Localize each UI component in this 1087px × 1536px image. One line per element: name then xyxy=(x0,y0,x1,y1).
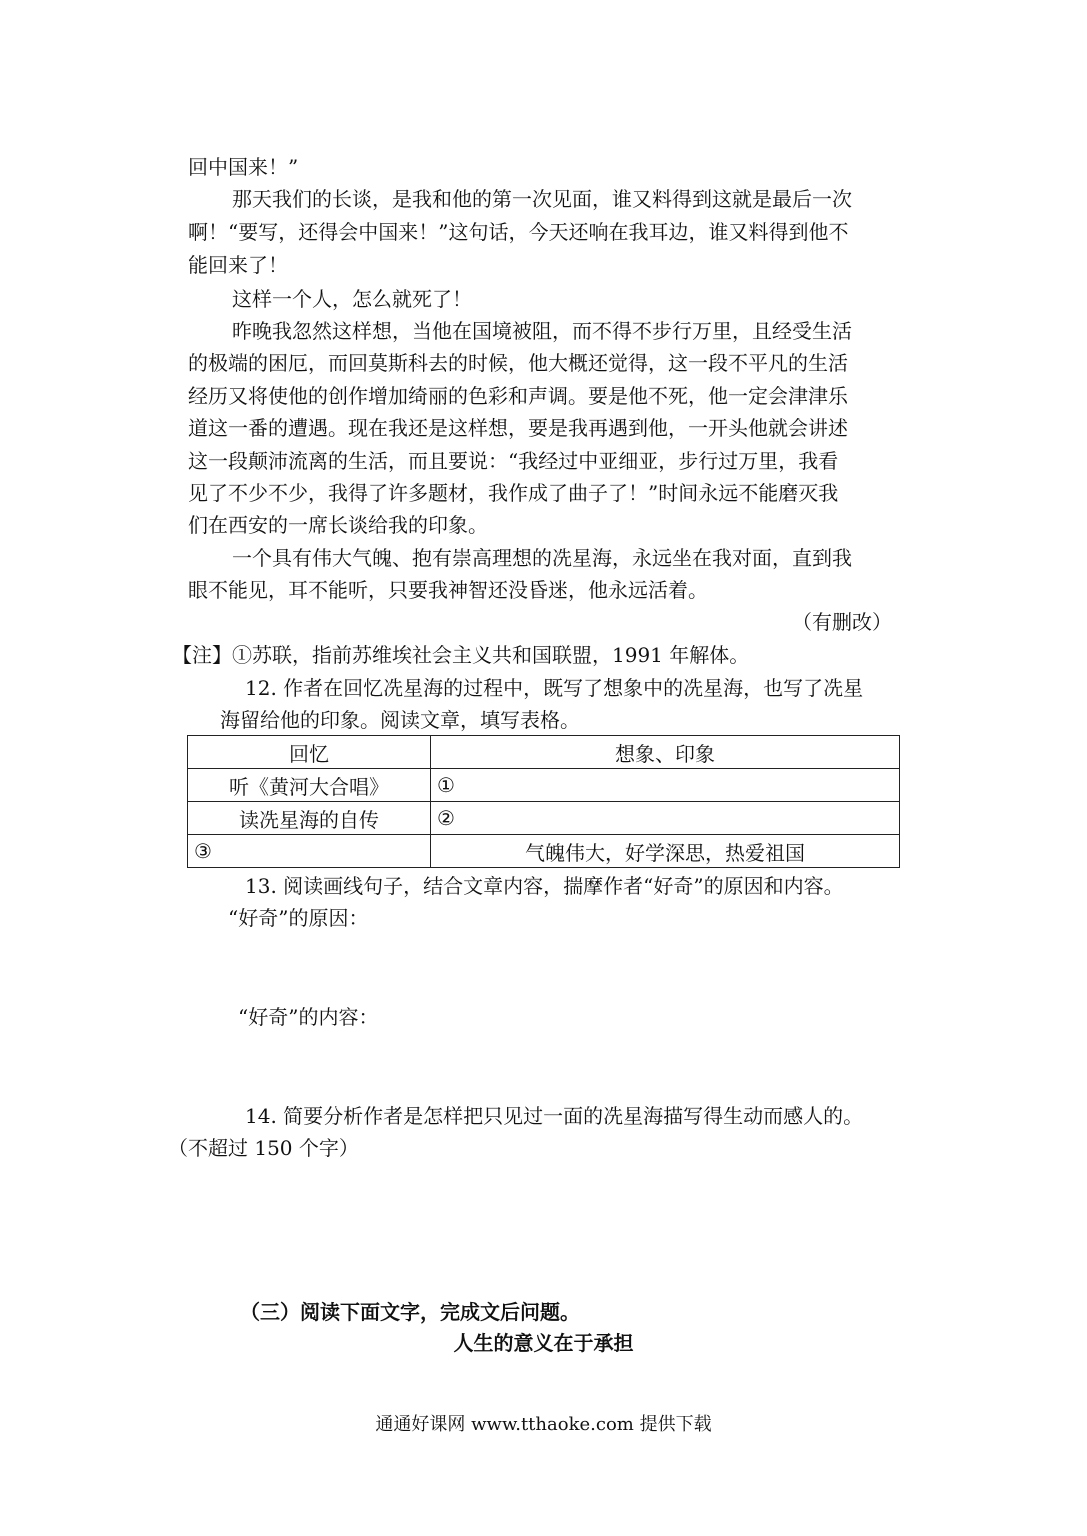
table-cell: 听《黄河大合唱》 xyxy=(188,769,431,802)
answer-blank-cell[interactable]: ① xyxy=(431,769,900,802)
passage-line-8: 经历又将使他的创作增加绮丽的色彩和声调。要是他不死，他一定会津津乐 xyxy=(188,384,848,408)
table-cell: 读冼星海的自传 xyxy=(188,802,431,835)
passage-line-3: 啊！“要写，还得会中国来！”这句话，今天还响在我耳边，谁又料得到他不 xyxy=(188,220,849,244)
table-header-row xyxy=(188,736,900,769)
page-footer: 通通好课网 www.tthaoke.com 提供下载 xyxy=(375,1414,712,1435)
passage-line-10: 这一段颠沛流离的生活，而且要说：“我经过中亚细亚，步行过万里，我看 xyxy=(188,449,839,473)
q14-line-1: 14. 简要分析作者是怎样把只见过一面的冼星海描写得生动而感人的。 xyxy=(245,1104,864,1128)
passage-line-1: 回中国来！” xyxy=(188,155,299,179)
passage-line-4: 能回来了！ xyxy=(188,253,288,277)
article-title: 人生的意义在于承担 xyxy=(453,1331,634,1355)
q13-content-label: “好奇”的内容： xyxy=(238,1005,379,1029)
footnote: 【注】①苏联，指前苏维埃社会主义共和国联盟，1991 年解体。 xyxy=(172,643,750,667)
source-note: （有删改） xyxy=(792,610,892,634)
table-header-cell: 想象、印象 xyxy=(431,736,900,769)
section-heading: （三）阅读下面文字，完成文后问题。 xyxy=(240,1300,580,1324)
passage-line-2: 那天我们的长谈，是我和他的第一次见面，谁又料得到这就是最后一次 xyxy=(232,187,852,211)
passage-line-14: 眼不能见，耳不能听，只要我神智还没昏迷，他永远活着。 xyxy=(188,578,708,602)
answer-blank-cell[interactable]: ② xyxy=(431,802,900,835)
passage-line-12: 们在西安的一席长谈给我的印象。 xyxy=(188,513,488,537)
table-row xyxy=(188,769,900,802)
table-header-cell: 回忆 xyxy=(188,736,431,769)
passage-line-11: 见了不少不少，我得了许多题材，我作成了曲子了！”时间永远不能磨灭我 xyxy=(188,481,839,505)
answer-table xyxy=(187,735,900,868)
table-row xyxy=(188,835,900,868)
passage-line-6: 昨晚我忽然这样想，当他在国境被阻，而不得不步行万里，且经受生活 xyxy=(232,319,852,343)
answer-blank-cell[interactable]: ③ xyxy=(188,835,431,868)
passage-line-5: 这样一个人，怎么就死了！ xyxy=(232,287,472,311)
q13-reason-label: “好奇”的原因： xyxy=(228,906,369,930)
q12-line-2: 海留给他的印象。阅读文章，填写表格。 xyxy=(220,708,580,732)
q14-line-2: （不超过 150 个字） xyxy=(168,1136,359,1160)
passage-line-9: 道这一番的遭遇。现在我还是这样想，要是我再遇到他，一开头他就会讲述 xyxy=(188,416,848,440)
table-row xyxy=(188,802,900,835)
q12-line-1: 12. 作者在回忆冼星海的过程中，既写了想象中的冼星海，也写了冼星 xyxy=(245,676,864,700)
q13-line-1: 13. 阅读画线句子，结合文章内容，揣摩作者“好奇”的原因和内容。 xyxy=(245,874,844,898)
passage-line-13: 一个具有伟大气魄、抱有崇高理想的冼星海，永远坐在我对面，直到我 xyxy=(232,546,852,570)
table-cell: 气魄伟大，好学深思，热爱祖国 xyxy=(431,835,900,868)
passage-line-7: 的极端的困厄，而回莫斯科去的时候，他大概还觉得，这一段不平凡的生活 xyxy=(188,351,848,375)
